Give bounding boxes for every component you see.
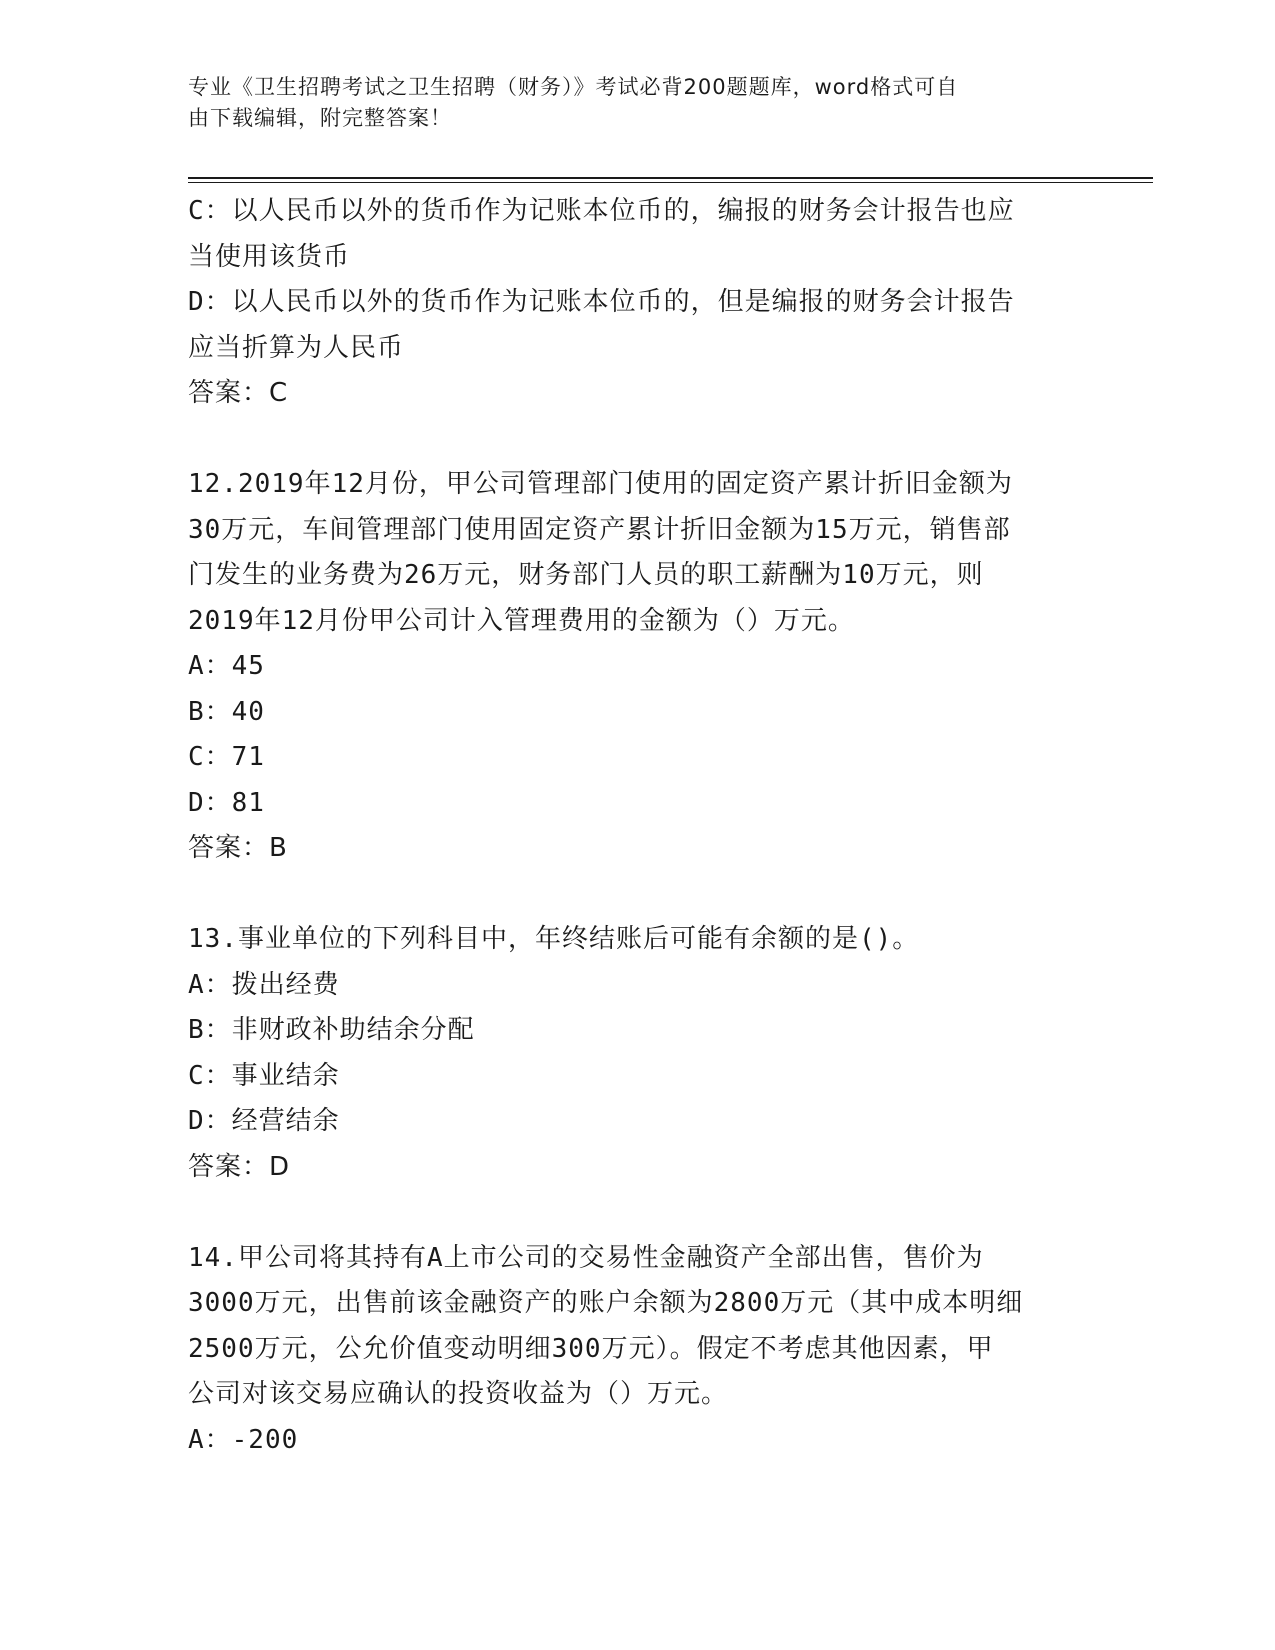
q11-option-c-line-2: 当使用该货币 xyxy=(188,241,351,272)
q11-option-d-line-2: 应当折算为人民币 xyxy=(188,332,405,363)
question-14 xyxy=(188,1236,1088,1464)
q14-stem-line-2: 3000万元，出售前该金融资产的账户余额为2800万元（其中成本明细 xyxy=(188,1288,1024,1318)
header-divider-thin xyxy=(188,182,1153,183)
q13-option-d: D：经营结余 xyxy=(188,1106,340,1136)
q13-option-c: C：事业结余 xyxy=(188,1060,340,1091)
q12-option-c: C：71 xyxy=(188,742,265,772)
header-title-line-1: 专业《卫生招聘考试之卫生招聘（财务）》考试必背200题题库，word格式可自 xyxy=(188,75,959,99)
spacer xyxy=(188,1190,1088,1236)
header-title-line-2: 由下载编辑，附完整答案！ xyxy=(188,106,452,130)
q13-option-b: B：非财政补助结余分配 xyxy=(188,1015,475,1045)
spacer xyxy=(188,872,1088,918)
question-12 xyxy=(188,462,1088,872)
header-divider-thick xyxy=(188,177,1153,179)
q14-stem-line-3: 2500万元，公允价值变动明细300万元）。假定不考虑其他因素，甲 xyxy=(188,1333,994,1364)
q14-stem-line-1: 14.甲公司将其持有A上市公司的交易性金融资产全部出售，售价为 xyxy=(188,1242,984,1273)
q11-option-c-line-1: C：以人民币以外的货币作为记账本位币的，编报的财务会计报告也应 xyxy=(188,196,1015,226)
question-body xyxy=(188,189,1088,1463)
spacer xyxy=(188,417,1088,463)
document-header xyxy=(188,72,1088,134)
q13-answer: 答案：D xyxy=(188,1151,291,1182)
q14-stem-line-4: 公司对该交易应确认的投资收益为（）万元。 xyxy=(188,1379,729,1409)
q12-stem-line-4: 2019年12月份甲公司计入管理费用的金额为（）万元。 xyxy=(188,605,855,636)
q12-option-b: B：40 xyxy=(188,696,265,727)
q12-stem-line-1: 12.2019年12月份，甲公司管理部门使用的固定资产累计折旧金额为 xyxy=(188,469,1013,499)
q13-option-a: A：拨出经费 xyxy=(188,969,340,1000)
q14-option-a: A：-200 xyxy=(188,1424,299,1455)
question-13 xyxy=(188,917,1088,1190)
q12-stem-line-3: 门发生的业务费为26万元，财务部门人员的职工薪酬为10万元，则 xyxy=(188,560,984,590)
q12-option-a: A：45 xyxy=(188,651,265,681)
q13-stem-line-1: 13.事业单位的下列科目中，年终结账后可能有余额的是()。 xyxy=(188,924,920,954)
q11-answer: 答案：C xyxy=(188,378,289,408)
q12-answer: 答案：B xyxy=(188,833,288,863)
q12-option-d: D：81 xyxy=(188,787,265,818)
q12-stem-line-2: 30万元，车间管理部门使用固定资产累计折旧金额为15万元，销售部 xyxy=(188,514,1011,545)
question-11 xyxy=(188,189,1088,417)
q11-option-d-line-1: D：以人民币以外的货币作为记账本位币的，但是编报的财务会计报告 xyxy=(188,287,1015,317)
